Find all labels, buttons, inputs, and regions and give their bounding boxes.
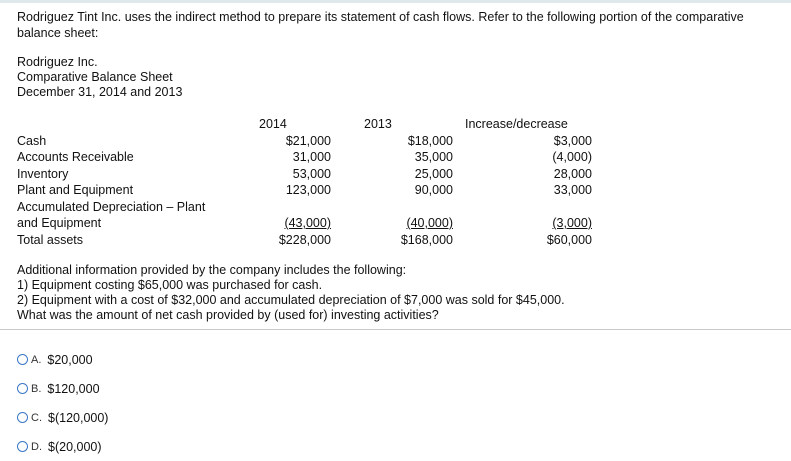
radio-button-icon[interactable] (17, 383, 28, 394)
statement-title: Comparative Balance Sheet (17, 70, 173, 84)
radio-button-icon[interactable] (17, 441, 28, 452)
row-label: Total assets (17, 232, 84, 247)
value-change: 33,000 (553, 183, 592, 197)
value-2013: $18,000 (407, 133, 453, 148)
top-bar (0, 0, 791, 3)
option-d[interactable] (17, 432, 108, 461)
value-2014: 123,000 (285, 183, 331, 197)
option-value[interactable]: $120,000 (47, 381, 100, 396)
table-row (17, 166, 592, 183)
row-label: Plant and Equipment (17, 183, 134, 197)
balance-sheet-table (17, 116, 592, 248)
value-2014: 31,000 (292, 150, 331, 164)
company-header (17, 55, 182, 100)
value-2014: 53,000 (292, 166, 331, 181)
option-letter: D. (31, 440, 42, 453)
option-b[interactable] (17, 374, 108, 403)
value-2013: 35,000 (414, 150, 453, 164)
separator (0, 329, 791, 330)
additional-intro: Additional information provided by the company includes the following: (17, 263, 407, 277)
row-label: Cash (17, 133, 47, 148)
row-label: Accumulated Depreciation – Plant (17, 199, 206, 214)
value-change: $3,000 (553, 133, 592, 148)
option-letter: A. (31, 353, 42, 366)
value-change: 28,000 (553, 166, 592, 181)
header-change: Increase/decrease (465, 117, 568, 131)
question-text: Rodriguez Tint Inc. uses the indirect method to prepare its statement of cash flows. Refer to the following portion of the comparative balance sheet: (17, 10, 744, 40)
table-row (17, 215, 592, 232)
row-label-continued: and Equipment (17, 216, 102, 230)
value-2013: (40,000) (406, 216, 453, 230)
answer-options (17, 345, 108, 461)
option-value[interactable]: $(20,000) (48, 439, 102, 454)
value-2014: (43,000) (284, 216, 331, 230)
additional-item-2: 2) Equipment with a cost of $32,000 and accumulated depreciation of $7,000 was sold for $45,000. (17, 293, 565, 307)
row-label: Inventory (17, 166, 69, 181)
radio-button-icon[interactable] (17, 354, 28, 365)
value-change: (4,000) (552, 150, 592, 164)
option-a[interactable] (17, 345, 108, 374)
value-2013: 90,000 (414, 183, 453, 197)
question-prompt: What was the amount of net cash provided by (used for) investing activities? (17, 308, 439, 322)
option-value[interactable]: $20,000 (47, 352, 93, 367)
row-label: Accounts Receivable (17, 150, 134, 164)
value-2013: $168,000 (400, 232, 453, 247)
option-letter: B. (31, 382, 42, 395)
value-2014: $228,000 (278, 232, 331, 247)
statement-date: December 31, 2014 and 2013 (17, 85, 183, 99)
company-name: Rodriguez Inc. (17, 55, 98, 69)
value-change: (3,000) (552, 216, 592, 230)
header-2013: 2013 (364, 117, 392, 131)
value-2014: $21,000 (285, 133, 331, 148)
option-letter: C. (31, 411, 42, 424)
table-row (17, 149, 592, 166)
header-2014: 2014 (259, 117, 287, 131)
value-change: $60,000 (546, 232, 592, 247)
table-row (17, 133, 592, 150)
table-header-row (17, 116, 592, 133)
table-row (17, 182, 592, 199)
additional-information (17, 263, 565, 323)
radio-button-icon[interactable] (17, 412, 28, 423)
value-2013: 25,000 (414, 166, 453, 181)
option-c[interactable] (17, 403, 108, 432)
option-value[interactable]: $(120,000) (48, 410, 109, 425)
additional-item-1: 1) Equipment costing $65,000 was purchased for cash. (17, 278, 323, 292)
table-row (17, 199, 592, 216)
table-row-total (17, 232, 592, 249)
